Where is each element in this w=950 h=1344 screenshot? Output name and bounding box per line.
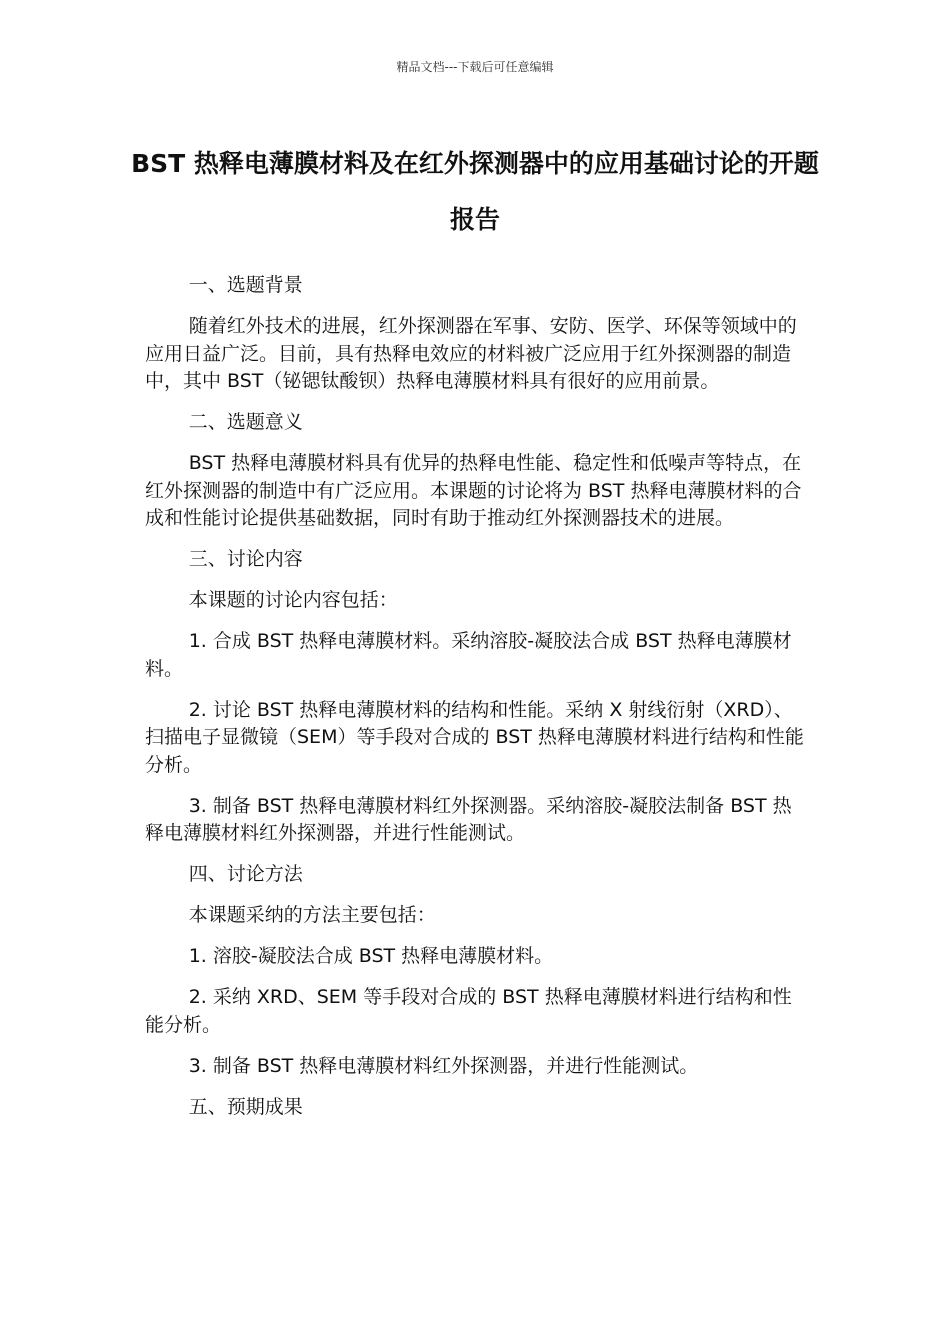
section-heading-significance: 二、选题意义 [188,411,303,433]
section-heading-content: 三、讨论内容 [188,548,303,570]
list-item-content-3: 3. 制备 BST 热释电薄膜材料红外探测器。采纳溶胶-凝胶法制备 BST 热释电薄膜材料红外探测器，并进行性能测试。 [145,794,792,844]
paragraph-background: 随着红外技术的进展，红外探测器在军事、安防、医学、环保等领域中的应用日益广泛。目前，具有热释电效应的材料被广泛应用于红外探测器的制造中，其中 BST（铋锶钛酸钡）热释电薄膜材料具有很好的应用前景。 [145,315,797,392]
section-heading-background: 一、选题背景 [188,274,303,296]
paragraph-significance: BST 热释电薄膜材料具有优异的热释电性能、稳定性和低噪声等特点，在红外探测器的制造中有广泛应用。本课题的讨论将为 BST 热释电薄膜材料的合成和性能讨论提供基础数据，同时有助于推动红外探测器技术的进展。 [145,452,802,529]
list-item-methods-3: 3. 制备 BST 热释电薄膜材料红外探测器，并进行性能测试。 [188,1054,699,1077]
section-heading-outcomes: 五、预期成果 [188,1095,303,1118]
document-body [145,272,805,1135]
page-header-note: 精品文档---下载后可任意编辑 [396,60,554,74]
list-item-content-1: 1. 合成 BST 热释电薄膜材料。采纳溶胶-凝胶法合成 BST 热释电薄膜材料。 [145,630,792,680]
list-item-methods-2: 2. 采纳 XRD、SEM 等手段对合成的 BST 热释电薄膜材料进行结构和性能分析。 [145,986,792,1036]
list-item-content-2: 2. 讨论 BST 热释电薄膜材料的结构和性能。采纳 X 射线衍射（XRD）、扫描电子显微镜（SEM）等手段对合成的 BST 热释电薄膜材料进行结构和性能分析。 [145,698,804,776]
section-heading-methods: 四、讨论方法 [188,863,303,885]
list-item-methods-1: 1. 溶胶-凝胶法合成 BST 热释电薄膜材料。 [188,945,554,967]
paragraph-methods-intro: 本课题采纳的方法主要包括： [188,904,436,926]
document-title: BST 热释电薄膜材料及在红外探测器中的应用基础讨论的开题报告 [131,149,819,234]
paragraph-content-intro: 本课题的讨论内容包括： [188,589,398,611]
